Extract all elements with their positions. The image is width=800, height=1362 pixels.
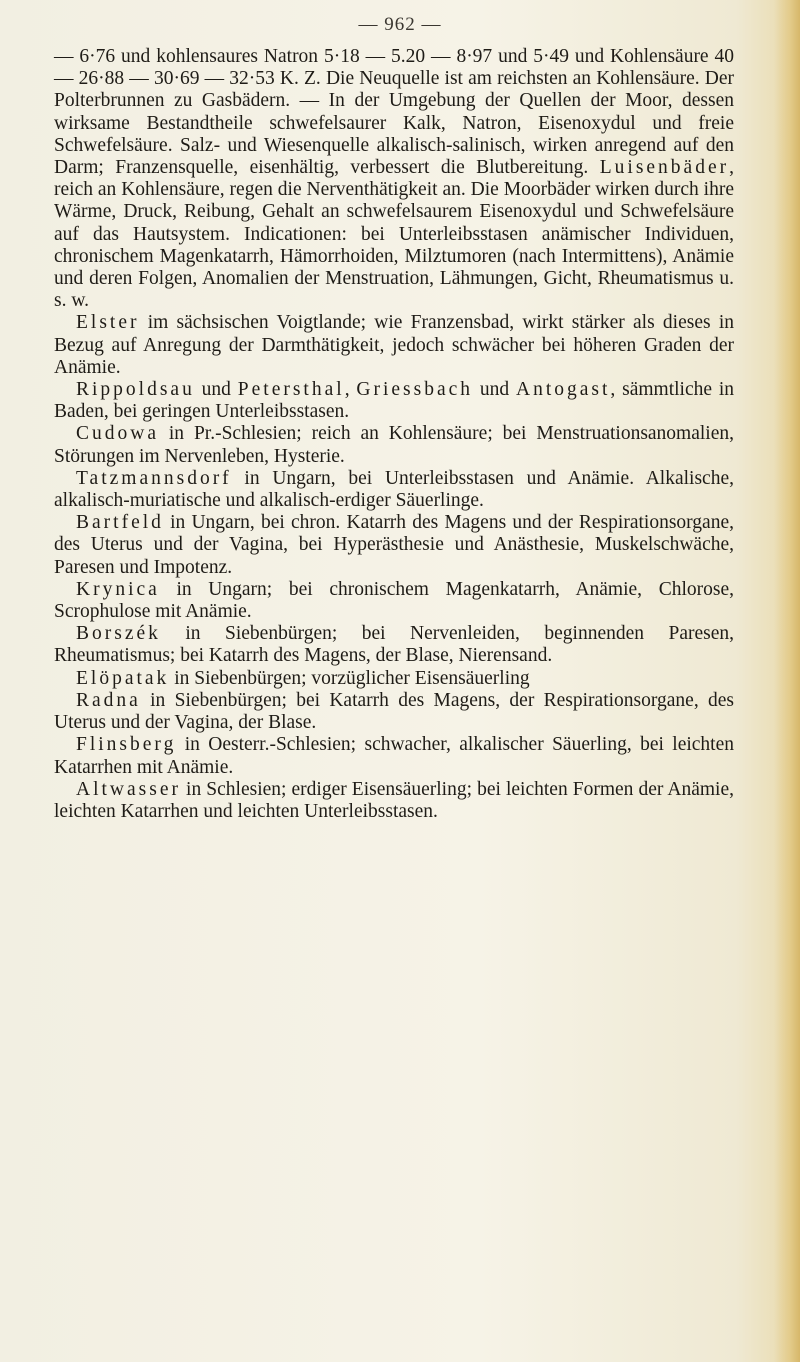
text-run: in Oesterr.-Schlesien; schwacher, alkalischer Säuerling, bei leichten Katarrhen mit Anämie. — [54, 734, 734, 778]
text-run: in Schlesien; erdiger Eisensäuerling; bei leichten Formen der Anämie, leichten Katarrhen und leichten Unterleibsstasen. — [54, 778, 734, 822]
paragraph — [54, 734, 734, 778]
paragraph — [54, 312, 734, 379]
spa-name: Bartfeld — [76, 512, 164, 534]
spa-name: Altwasser — [76, 778, 181, 800]
text-run: — 6·76 und kohlensaures Natron 5·18 — 5.20 — 8·97 und 5·49 und Kohlensäure 40 — 26·88 — 30·69 — 32·53 K. Z. Die Neuquelle ist am reichsten an Kohlensäure. Der Polterbrunnen zu Gasbädern. — In der Umgebung der Quellen der Moor, dessen wirksame Bestandtheile schwefelsaurer Kalk, Natron, Eisenoxydul und freie Schwefelsäure. Salz- und Wiesenquelle alkalisch-salinisch, wirken anregend auf den Darm; Franzensquelle, eisenhältig, verbessert die Blutbereitung. — [54, 46, 734, 179]
text-run: und — [194, 379, 238, 401]
paragraph — [54, 579, 734, 623]
spa-name: Antogast — [515, 379, 611, 401]
spa-name: Cudowa — [76, 423, 159, 445]
spa-name: Radna — [76, 689, 141, 711]
spa-name: Petersthal — [237, 379, 345, 401]
paragraph — [54, 779, 734, 823]
text-run: in Ungarn, bei Unterleibsstasen und Anämie. Alkalische, alkalisch-muriatische und alkalisch-erdiger Säuerlinge. — [54, 467, 734, 512]
paragraph — [54, 423, 734, 467]
text-run: in Siebenbürgen; bei Nervenleiden, beginnenden Paresen, Rheumatismus; bei Katarrh des Magens, der Blase, Nierensand. — [54, 623, 734, 667]
spa-name: Griessbach — [356, 379, 474, 401]
paragraph — [54, 690, 734, 734]
text-run: , reich an Kohlensäure, regen die Nerventhätigkeit an. Die Moorbäder wirken durch ihre Wärme, Druck, Reibung, Gehalt an schwefelsaurem Eisenoxydul und Schwefelsäure auf das Hautsystem. Indicationen: bei Unterleibsstasen anämischer Individuen, chronischem Magenkatarrh, Hämorrhoiden, Milztumoren (nach Intermittens), Anämie und deren Folgen, Anomalien der Menstruation, Lähmungen, Gicht, Rheumatismus u. s. w. — [54, 157, 734, 312]
text-run: in Pr.-Schlesien; reich an Kohlensäure; bei Menstruationsanomalien, Störungen im Nervenleben, Hysterie. — [54, 423, 734, 467]
text-run: im sächsischen Voigtlande; wie Franzensbad, wirkt stärker als dieses in Bezug auf Anregung der Darmthätigkeit, jedoch schwächer bei höheren Graden der Anämie. — [54, 312, 734, 378]
text-run: und — [473, 379, 516, 401]
paragraph — [54, 623, 734, 667]
spa-name: Luisenbäder — [599, 157, 730, 179]
spa-name: Elöpatak — [76, 667, 170, 689]
paragraph — [54, 379, 734, 423]
page-number: — 962 — — [358, 14, 442, 35]
text-run: in Ungarn; bei chronischem Magenkatarrh, Anämie, Chlorose, Scrophulose mit Anämie. — [54, 578, 734, 623]
paragraph — [54, 468, 734, 512]
text-run: , — [344, 379, 357, 401]
text-run: in Ungarn, bei chron. Katarrh des Magens und der Respirationsorgane, des Uterus und der Vagina, bei Hyperästhesie und Anästhesie, Muskelschwäche, Paresen und Impotenz. — [54, 512, 734, 578]
body-text — [54, 46, 734, 823]
spa-name: Tatzmannsdorf — [76, 467, 232, 489]
spa-name: Flinsberg — [76, 734, 177, 756]
paragraph — [54, 512, 734, 579]
text-run: in Siebenbürgen; vorzüglicher Eisensäuerling — [169, 667, 530, 689]
spa-name: Krynica — [76, 578, 160, 600]
page-edge-discoloration — [774, 0, 800, 1362]
paragraph — [54, 46, 734, 312]
spa-name: Borszék — [76, 623, 161, 645]
text-run: in Siebenbürgen; bei Katarrh des Magens, der Respirationsorgane, des Uterus und der Vagina, der Blase. — [54, 689, 734, 734]
text-run: , sämmtliche in Baden, bei geringen Unterleibsstasen. — [54, 379, 735, 423]
spa-name: Rippoldsau — [76, 379, 195, 401]
spa-name: Elster — [76, 312, 140, 334]
paragraph — [54, 668, 734, 690]
